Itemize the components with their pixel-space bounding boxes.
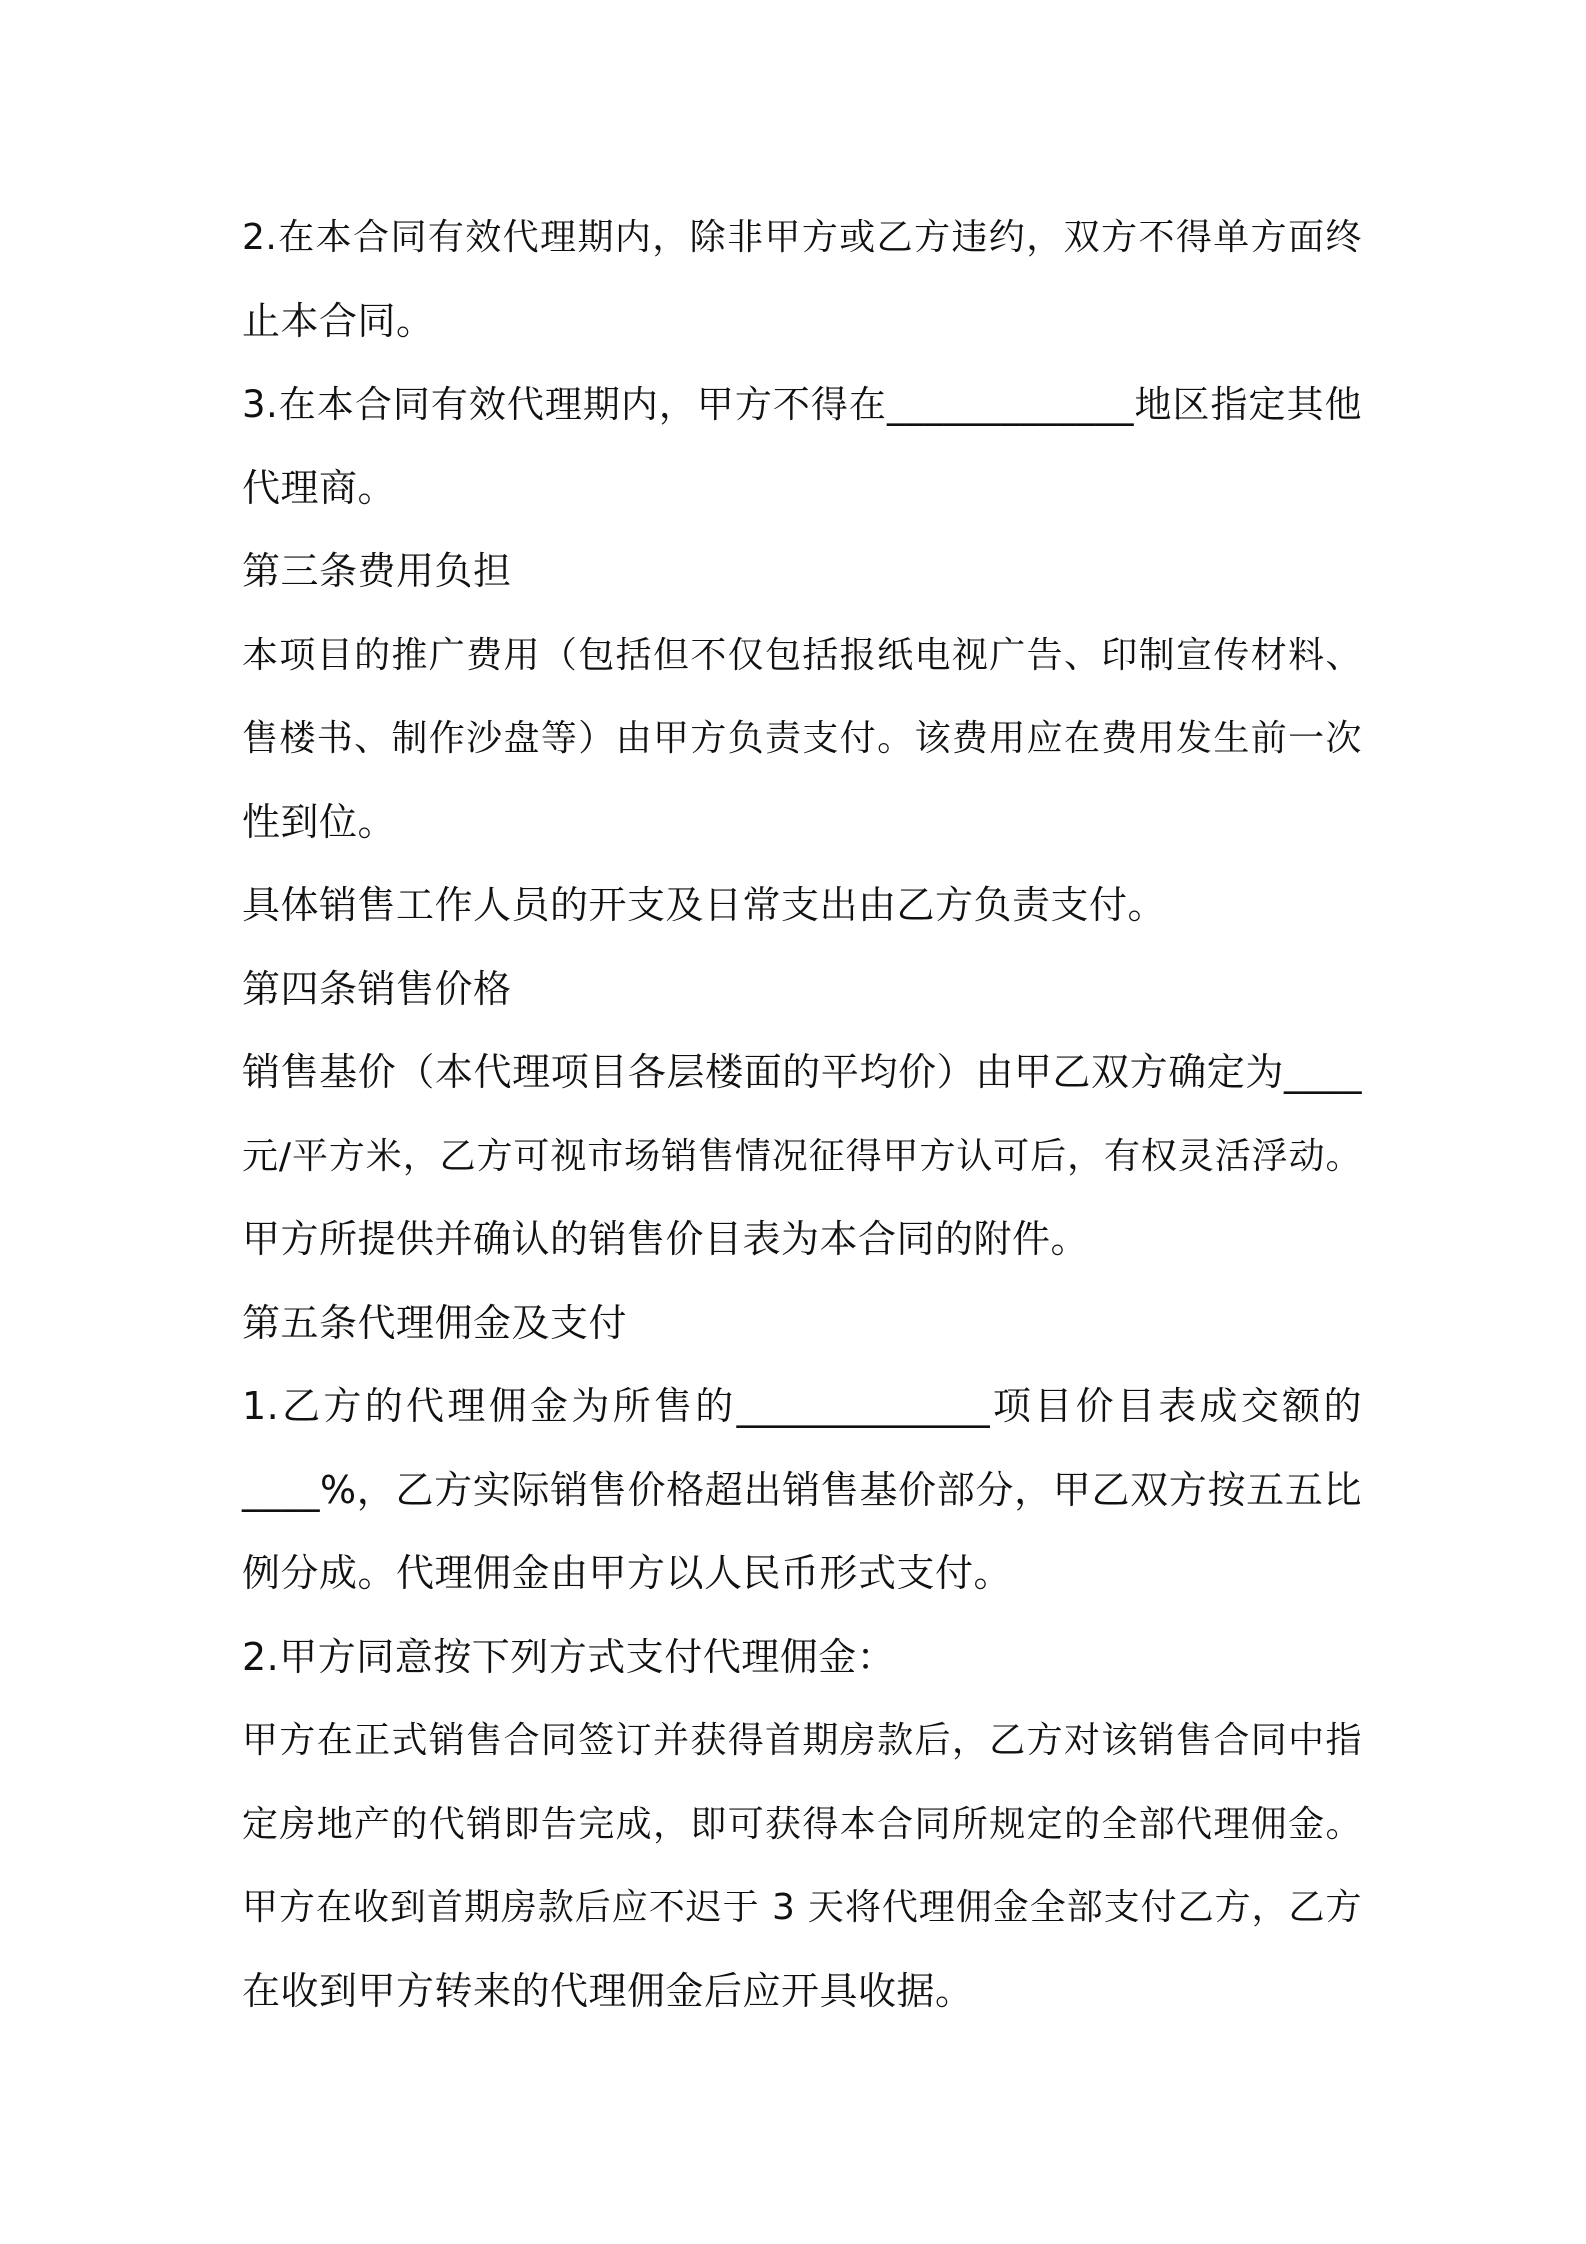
section-heading: 第四条销售价格	[242, 966, 512, 1011]
contract-clause-line: 在收到甲方转来的代理佣金后应开具收据。	[242, 1968, 974, 2013]
contract-clause-line: 代理商。	[242, 465, 397, 510]
contract-clause-line: 性到位。	[242, 799, 397, 844]
document-page	[242, 196, 1362, 2033]
contract-clause-line: 1.乙方的代理佣金为所售的_____________项目价目表成交额的	[242, 1384, 1362, 1428]
contract-clause-line: 本项目的推广费用（包括但不仅包括报纸电视广告、印制宣传材料、	[242, 634, 1362, 676]
contract-clause-line: 甲方在正式销售合同签订并获得首期房款后，乙方对该销售合同中指	[242, 1720, 1362, 1761]
section-heading: 第五条代理佣金及支付	[242, 1300, 628, 1345]
contract-clause-line: 售楼书、制作沙盘等）由甲方负责支付。该费用应在费用发生前一次	[242, 718, 1362, 759]
contract-clause-line: 3.在本合同有效代理期内，甲方不得在_____________地区指定其他	[242, 383, 1362, 426]
contract-clause-line: 例分成。代理佣金由甲方以人民币形式支付。	[242, 1551, 1013, 1595]
contract-clause-line: ____%，乙方实际销售价格超出销售基价部分，甲乙双方按五五比	[242, 1467, 1362, 1512]
contract-clause-line: 2.甲方同意按下列方式支付代理佣金：	[242, 1634, 896, 1679]
contract-clause-line: 甲方所提供并确认的销售价目表为本合同的附件。	[242, 1217, 1090, 1261]
contract-clause-line: 元/平方米，乙方可视市场销售情况征得甲方认可后，有权灵活浮动。	[242, 1135, 1362, 1177]
contract-clause-line: 定房地产的代销即告完成，即可获得本合同所规定的全部代理佣金。	[242, 1803, 1362, 1845]
contract-clause-line: 销售基价（本代理项目各层楼面的平均价）由甲乙双方确定为____	[242, 1050, 1362, 1094]
contract-clause-line: 2.在本合同有效代理期内，除非甲方或乙方违约，双方不得单方面终	[242, 217, 1362, 258]
section-heading: 第三条费用负担	[242, 549, 512, 593]
contract-clause-line: 具体销售工作人员的开支及日常支出由乙方负责支付。	[242, 883, 1167, 927]
contract-clause-line: 甲方在收到首期房款后应不迟于 3 天将代理佣金全部支付乙方，乙方	[242, 1887, 1362, 1928]
contract-clause-line: 止本合同。	[242, 298, 435, 343]
